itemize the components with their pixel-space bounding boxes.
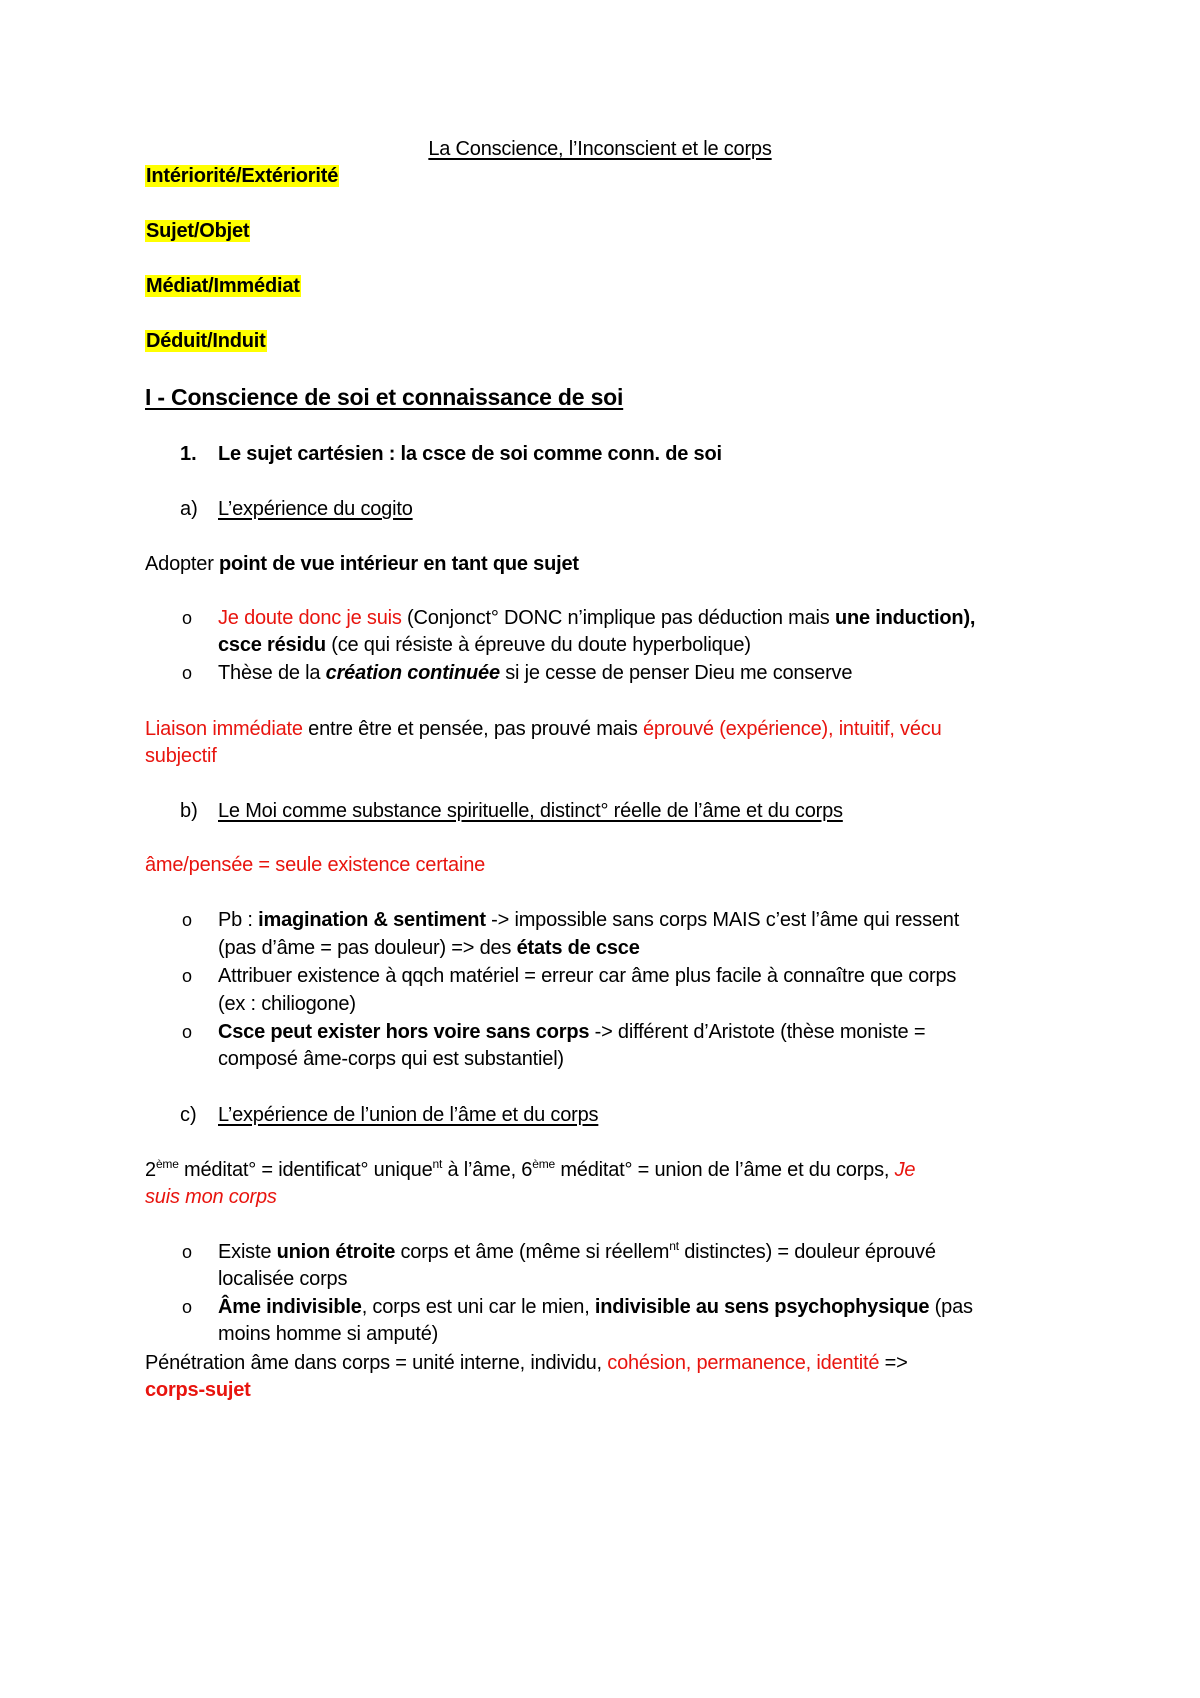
bullet-b1-line2 xyxy=(218,935,640,961)
section-heading: I - Conscience de soi et connaissance de soi xyxy=(145,384,624,410)
sub-number: 1. xyxy=(180,443,197,465)
page-title: La Conscience, l’Inconscient et le corps xyxy=(428,138,772,160)
text-bold-italic: création continuée xyxy=(325,662,500,684)
text: => xyxy=(879,1352,908,1374)
text-bold: csce résidu xyxy=(218,634,326,656)
text-bold: union étroite xyxy=(276,1241,396,1263)
text: Pénétration âme dans corps = unité interne, individu, xyxy=(145,1352,608,1374)
paragraph-meditations-line2: suis mon corps xyxy=(145,1186,277,1208)
text-bold: états de csce xyxy=(516,937,640,959)
keyword-highlight: Sujet/Objet xyxy=(146,220,250,242)
text-bold: imagination & sentiment xyxy=(258,909,486,931)
text-bold: une induction), xyxy=(834,607,976,629)
text: (pas d’âme = pas douleur) => des xyxy=(218,937,517,959)
keyword-3 xyxy=(145,273,301,299)
text-red-italic: Je xyxy=(894,1159,916,1181)
text: 2 xyxy=(145,1159,156,1181)
keyword-4 xyxy=(145,328,267,354)
bullet-icon: o xyxy=(182,1022,193,1042)
text-bold: indivisible au sens psychophysique xyxy=(594,1296,930,1318)
text-bold: Âme indivisible xyxy=(218,1296,362,1318)
sub-heading: Le sujet cartésien : la csce de soi comme conn. de soi xyxy=(218,443,722,465)
text: corps et âme (même si réellem xyxy=(395,1241,670,1263)
text-red: Je doute donc je suis xyxy=(218,607,402,629)
bullet-a2 xyxy=(218,660,852,686)
subsection-title-b: Le Moi comme substance spirituelle, distinct° réelle de l’âme et du corps xyxy=(218,800,843,822)
bullet-c1-line1 xyxy=(218,1239,936,1265)
text: entre être et pensée, pas prouvé mais xyxy=(302,718,643,740)
bullet-b1-line1 xyxy=(218,907,959,933)
superscript: nt xyxy=(669,1239,679,1253)
bullet-icon: o xyxy=(182,910,193,930)
red-statement: âme/pensée = seule existence certaine xyxy=(145,854,486,876)
text: (Conjonct° DONC n’implique pas déduction mais xyxy=(401,607,835,629)
text-bold: Csce peut exister hors voire sans corps xyxy=(218,1021,590,1043)
text: Adopter xyxy=(145,553,220,575)
bullet-b3-line2: composé âme-corps qui est substantiel) xyxy=(218,1048,564,1070)
text: (ce qui résiste à épreuve du doute hyperbolique) xyxy=(325,634,751,656)
text-red: éprouvé (expérience), intuitif, vécu xyxy=(642,718,942,740)
text-red: cohésion, permanence, identité xyxy=(607,1352,880,1374)
bullet-a1-line2 xyxy=(218,632,751,658)
paragraph-final-line1 xyxy=(145,1350,908,1376)
bullet-b3-line1 xyxy=(218,1019,925,1045)
subsection-title-a: L’expérience du cogito xyxy=(218,498,413,520)
text-red: Liaison immédiate xyxy=(145,718,303,740)
text: méditat° = union de l’âme et du corps, xyxy=(554,1159,895,1181)
bullet-icon: o xyxy=(182,663,193,683)
text: -> impossible sans corps MAIS c’est l’âme qui ressent xyxy=(485,909,960,931)
bullet-c2-line2: moins homme si amputé) xyxy=(218,1323,439,1345)
text: -> différent d’Aristote (thèse moniste = xyxy=(589,1021,926,1043)
text: (pas xyxy=(929,1296,973,1318)
keyword-highlight: Déduit/Induit xyxy=(146,330,266,352)
text: si je cesse de penser Dieu me conserve xyxy=(499,662,853,684)
paragraph-liaison-line2: subjectif xyxy=(145,745,217,767)
bullet-c2-line1 xyxy=(218,1294,973,1320)
subsection-title-c: L’expérience de l’union de l’âme et du corps xyxy=(218,1104,599,1126)
paragraph-meditations-line1 xyxy=(145,1157,915,1183)
subsection-label-a: a) xyxy=(180,498,198,520)
subsection-label-b: b) xyxy=(180,800,198,822)
bullet-b2-line1: Attribuer existence à qqch matériel = erreur car âme plus facile à connaître que corps xyxy=(218,965,957,987)
bullet-icon: o xyxy=(182,966,193,986)
superscript: nt xyxy=(432,1157,443,1171)
text: Existe xyxy=(218,1241,277,1263)
bullet-b2-line2: (ex : chiliogone) xyxy=(218,993,356,1015)
text: Thèse de la xyxy=(218,662,326,684)
bullet-a1-line1 xyxy=(218,605,975,631)
keyword-highlight: Intériorité/Extériorité xyxy=(146,165,339,187)
paragraph-intro xyxy=(145,551,579,577)
text-bold: point de vue intérieur en tant que sujet xyxy=(219,553,579,575)
text: , corps est uni car le mien, xyxy=(361,1296,595,1318)
text: Pb : xyxy=(218,909,259,931)
paragraph-final-line2: corps-sujet xyxy=(145,1379,251,1401)
bullet-icon: o xyxy=(182,1297,193,1317)
keyword-highlight: Médiat/Immédiat xyxy=(146,275,300,297)
keyword-2 xyxy=(145,218,250,244)
paragraph-liaison-line1 xyxy=(145,716,942,742)
text: méditat° = identificat° unique xyxy=(178,1159,433,1181)
text: distinctes) = douleur éprouvé xyxy=(678,1241,936,1263)
superscript: ème xyxy=(532,1157,555,1171)
keyword-1 xyxy=(145,163,339,189)
bullet-icon: o xyxy=(182,1242,193,1262)
subsection-label-c: c) xyxy=(180,1104,197,1126)
bullet-c1-line2: localisée corps xyxy=(218,1268,348,1290)
bullet-icon: o xyxy=(182,608,193,628)
text: à l’âme, 6 xyxy=(442,1159,533,1181)
superscript: ème xyxy=(155,1157,179,1171)
